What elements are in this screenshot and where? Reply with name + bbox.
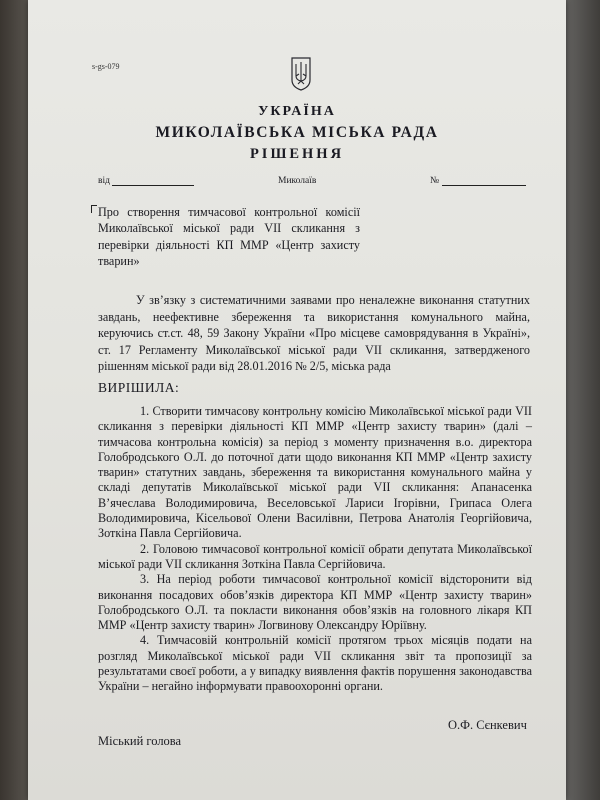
decision-item-3: 3. На період роботи тимчасової контрольної комісії відсторонити від виконання посадових обов’язків директора КП ММР «Центр захисту тварин» Голобродського О.Л. та покласти виконання обов’язків на головного лікаря КП ММР «Центр захисту тварин» Логвинову Олександру Юріївну.	[98, 572, 532, 633]
city-label: Миколаїв	[278, 176, 317, 186]
signer-name: О.Ф. Сєнкевич	[448, 718, 527, 732]
date-label: від	[98, 176, 110, 186]
desk-background-left	[0, 0, 30, 800]
document-page	[28, 0, 566, 800]
decision-item-4: 4. Тимчасовій контрольній комісії протягом трьох місяців подати на розгляд Миколаївської міської ради VII скликання звіт та пропозиції за результатами своєї роботи, а у випадку виявлення фактів порушення законодавства України – негайно інформувати правоохоронні органи.	[98, 633, 532, 694]
date-blank-line	[112, 185, 194, 186]
decision-items	[98, 404, 532, 695]
council-heading: МИКОЛАЇВСЬКА МІСЬКА РАДА	[155, 124, 439, 141]
trident-coat-of-arms-icon	[290, 56, 312, 92]
preamble-paragraph: У зв’язку з систематичними заявами про неналежне виконання статутних завдань, неефективне збереження та використання комунального майна, керуючись ст.ст. 48, 59 Закону України «Про місцеве самоврядування в Україні», ст. 17 Регламенту Миколаївської міської ради VII скликання, затвердженого рішенням міської ради від 28.01.2016 № 2/5, міська рада	[98, 293, 530, 373]
decision-item-1: 1. Створити тимчасову контрольну комісію Миколаївської міської ради VII скликання з перевірки діяльності КП ММР «Центр захисту тварин» (далі – тимчасова контрольна комісія) за період з моменту призначення в.о. директора Голобродського О.Л. до поточної дати щодо виконання КП ММР «Центр захисту тварин» статутних завдань, збереження та використання комунального майна у складі депутатів Миколаївської міської ради VII скликання: Апанасенка В’ячеслава Володимировича, Веселовської Лариси Ігорівни, Грипаса Олега Володимировича, Кісельової Олени Василівни, Петрова Анатолія Георгійовича, Зоткіна Павла Сергійовича.	[98, 404, 532, 541]
resolved-heading: ВИРІШИЛА:	[98, 380, 180, 395]
decision-item-2: 2. Головою тимчасової контрольної комісії обрати депутата Миколаївської міської ради VII скликання Зоткіна Павла Сергійовича.	[98, 541, 532, 571]
number-label: №	[430, 176, 440, 186]
document-stub-code: s-gs-079	[92, 62, 120, 71]
signer-position: Міський голова	[98, 734, 182, 748]
subject-bracket	[91, 205, 97, 213]
decision-heading: РІШЕННЯ	[249, 146, 345, 162]
decision-subject: Про створення тимчасової контрольної комісії Миколаївської міської ради VII скликання з перевірки діяльності КП ММР «Центр захисту тварин»	[98, 205, 360, 268]
desk-background-right	[560, 0, 600, 800]
number-blank-line	[442, 185, 526, 186]
country-heading: УКРАЇНА	[258, 104, 336, 119]
